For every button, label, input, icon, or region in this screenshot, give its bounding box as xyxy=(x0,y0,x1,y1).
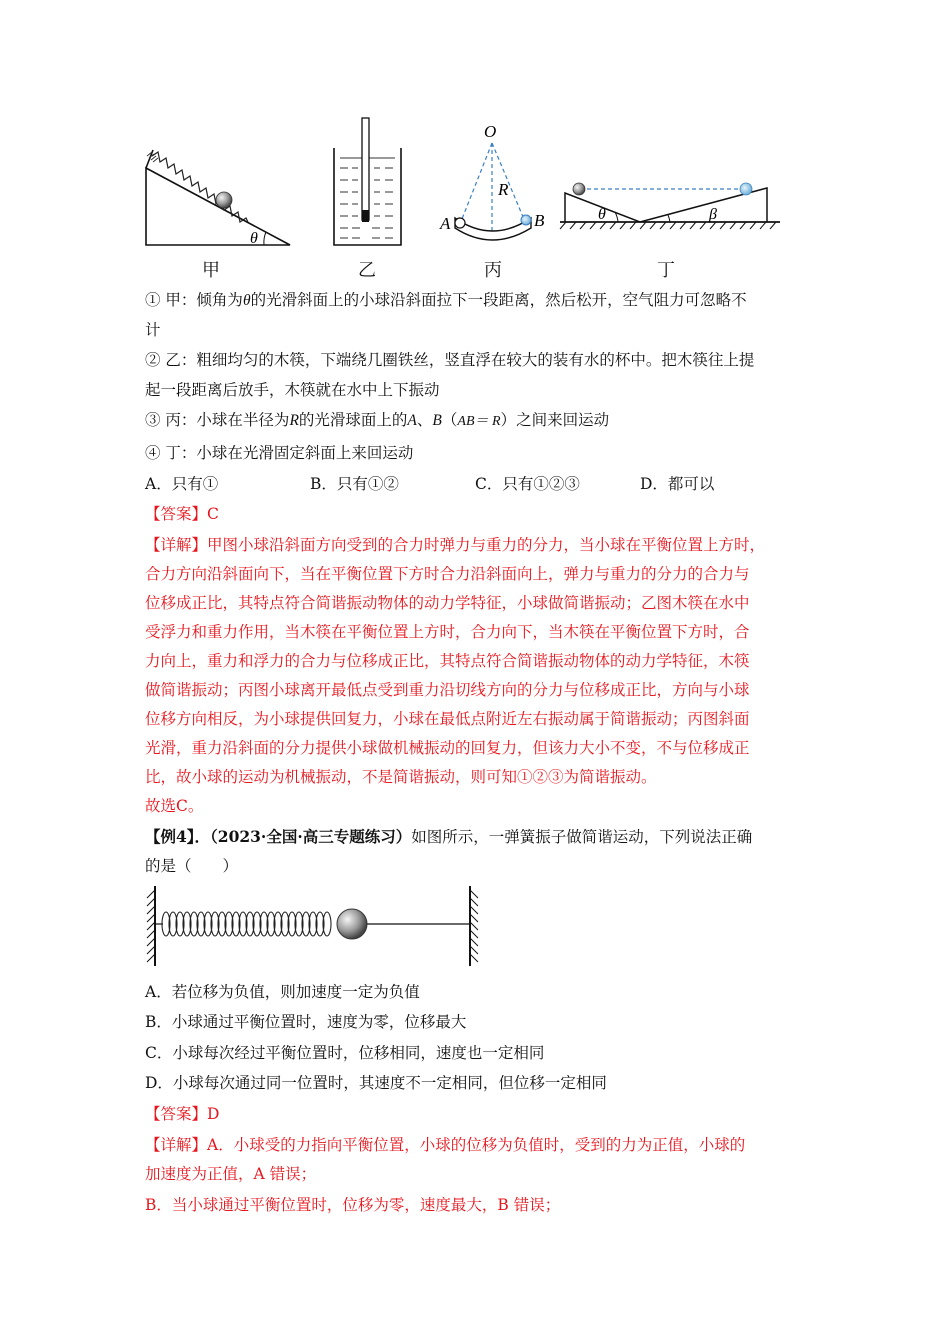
q2-option-a: A．若位移为负值，则加速度一定为负值 xyxy=(145,983,420,1001)
q1-explain-4: 受浮力和重力作用，当木筷在平衡位置上方时，合力向下，当木筷在平衡位置下方时，合 xyxy=(145,623,750,641)
diagram-yi xyxy=(334,118,401,245)
q2-option-b: B．小球通过平衡位置时，速度为零，位移最大 xyxy=(145,1013,467,1031)
radius-label: R xyxy=(498,180,509,199)
statement-2-cont: 起一段距离后放手，木筷就在水中上下振动 xyxy=(145,381,440,399)
q1-explain-8: 光滑，重力沿斜面的分力提供小球做机械振动的回复力，但该力大小不变，不与位移成正 xyxy=(145,739,750,757)
theta-symbol: θ xyxy=(250,230,258,247)
q1-explain-5: 力向上，重力和浮力的合力与位移成正比，其特点符合简谐振动物体的动力学特征，木筷 xyxy=(145,652,750,670)
q1-explain-9: 比，故小球的运动为机械振动，不是简谐振动，则可知①②③为简谐振动。 xyxy=(145,768,657,786)
diagram-ding xyxy=(560,183,780,229)
q1-options xyxy=(145,474,714,494)
q2-option-c: C．小球每次经过平衡位置时，位移相同，速度也一定相同 xyxy=(145,1044,545,1062)
diagram-jia xyxy=(146,150,290,247)
q2-explain-2: 加速度为正值，A 错误； xyxy=(145,1165,317,1183)
q1-option-d: D．都可以 xyxy=(640,475,715,493)
q1-explain-6: 做简谐振动；丙图小球离开最低点受到重力沿切线方向的分力与位移成正比，方向与小球 xyxy=(145,681,750,699)
q2-option-d: D．小球每次通过同一位置时，其速度不一定相同，但位移一定相同 xyxy=(145,1074,607,1092)
q1-option-b: B．只有①② xyxy=(310,475,399,493)
caption-jia: 甲 xyxy=(202,260,220,281)
caption-yi: 乙 xyxy=(358,260,376,281)
q1-option-c: C．只有①②③ xyxy=(475,475,580,493)
theta-label-ding: θ xyxy=(598,206,606,223)
q2-answer: 【答案】D xyxy=(145,1105,220,1123)
q1-explain-7: 位移方向相反，为小球提供回复力，小球在最低点附近左右振动属于简谐振动；丙图斜面 xyxy=(145,710,750,728)
caption-ding: 丁 xyxy=(657,260,675,281)
spring-oscillator-figure xyxy=(140,882,490,972)
point-a-label: A xyxy=(440,214,451,233)
diagram-bing xyxy=(439,122,545,240)
q1-answer: 【答案】C xyxy=(145,505,219,523)
q1-explain-1: 【详解】甲图小球沿斜面方向受到的合力时弹力与重力的分力，当小球在平衡位置上方时， xyxy=(145,536,766,554)
example4-stem: 【例4】．（2023·全国·高三专题练习）如图所示，一弹簧振子做简谐运动，下列说法正确 xyxy=(145,827,753,846)
q1-explain-2: 合力方向沿斜面向下，当在平衡位置下方时合力沿斜面向上，弹力与重力的分力的合力与 xyxy=(145,565,750,583)
q2-explain-1: 【详解】A．小球受的力指向平衡位置，小球的位移为负值时，受到的力为正值，小球的 xyxy=(145,1136,746,1154)
figure-four-setups xyxy=(140,110,790,260)
point-o-label: O xyxy=(484,122,497,141)
statement-1: ① 甲：倾角为θ的光滑斜面上的小球沿斜面拉下一段距离，然后松开，空气阻力可忽略不 xyxy=(145,291,747,309)
statement-2: ② 乙：粗细均匀的木筷，下端绕几圈铁丝，竖直浮在较大的装有水的杯中。把木筷往上提 xyxy=(145,351,755,369)
q1-conclusion: 故选C。 xyxy=(145,797,204,815)
statement-3: ③ 丙：小球在半径为R的光滑球面上的A、B（AB＝ R）之间来回运动 xyxy=(145,411,610,429)
beta-label: β xyxy=(709,206,717,223)
q1-explain-3: 位移成正比，其特点符合简谐振动物体的动力学特征，小球做简谐振动；乙图木筷在水中 xyxy=(145,594,750,612)
q1-option-a: A．只有① xyxy=(145,475,219,493)
example4-stem-cont: 的是（ ） xyxy=(145,857,239,875)
statement-4: ④ 丁：小球在光滑固定斜面上来回运动 xyxy=(145,444,414,462)
caption-bing: 丙 xyxy=(484,260,502,281)
q2-explain-3: B．当小球通过平衡位置时，位移为零，速度最大，B 错误； xyxy=(145,1196,561,1214)
statement-1-cont: 计 xyxy=(145,321,161,339)
point-b-label: B xyxy=(534,211,545,230)
